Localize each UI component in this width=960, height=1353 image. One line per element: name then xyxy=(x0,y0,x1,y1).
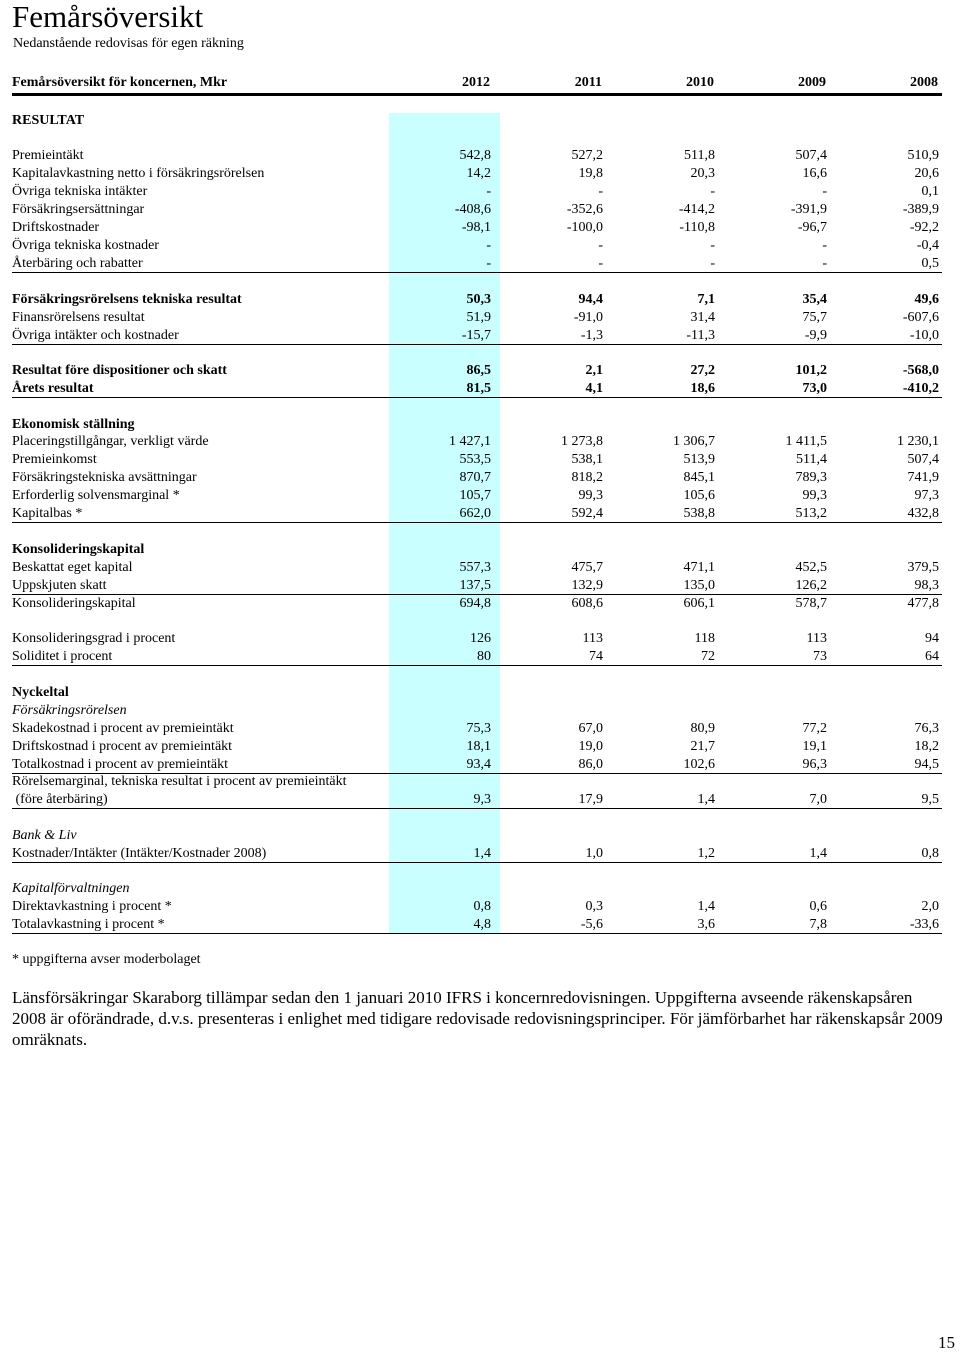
row-value-2010: 1,4 xyxy=(697,792,715,807)
row-value-2011: -1,3 xyxy=(580,328,603,343)
row-value-2010: 471,1 xyxy=(683,560,715,575)
row-value-2008: -10,0 xyxy=(909,328,939,343)
row-value-2009: 77,2 xyxy=(802,721,827,736)
row-value-2008: -33,6 xyxy=(909,917,939,932)
row-label: Återbäring och rabatter xyxy=(12,256,143,271)
row-value-2012: 1 427,1 xyxy=(449,434,491,449)
row-value-2010: 118 xyxy=(694,631,715,646)
year-2008: 2008 xyxy=(910,75,938,90)
row-value-2008: 98,3 xyxy=(914,578,939,593)
row-value-2012: 105,7 xyxy=(459,488,491,503)
row-value-2012: - xyxy=(486,238,491,253)
table-row xyxy=(12,845,952,863)
row-value-2009: 507,4 xyxy=(795,148,827,163)
row-label: Kostnader/Intäkter (Intäkter/Kostnader 2008) xyxy=(12,846,267,861)
row-value-2008: -410,2 xyxy=(902,381,939,396)
year-2009: 2009 xyxy=(798,75,826,90)
table-row xyxy=(12,738,952,756)
row-value-2012: 93,4 xyxy=(466,757,491,772)
page-title: Femårsöversikt xyxy=(12,0,204,34)
row-label: Kapitalavkastning netto i försäkringsrörelsen xyxy=(12,166,265,181)
table-row xyxy=(12,595,952,613)
row-value-2012: 9,3 xyxy=(473,792,491,807)
row-value-2012: 0,8 xyxy=(473,899,491,914)
table-row xyxy=(12,433,952,451)
row-value-2010: 845,1 xyxy=(683,470,715,485)
row-value-2012: 553,5 xyxy=(459,452,491,467)
table-row xyxy=(12,183,952,201)
row-value-2008: 0,8 xyxy=(921,846,939,861)
row-value-2011: 113 xyxy=(582,631,603,646)
row-value-2010: 3,6 xyxy=(697,917,715,932)
row-value-2008: 0,1 xyxy=(921,184,939,199)
row-value-2011: 74 xyxy=(589,649,603,664)
table-row xyxy=(12,309,952,327)
row-value-2012: 870,7 xyxy=(459,470,491,485)
row-label: (före återbäring) xyxy=(12,792,108,807)
row-value-2010: 1 306,7 xyxy=(673,434,715,449)
row-underline xyxy=(12,808,942,809)
row-value-2012: 86,5 xyxy=(466,363,491,378)
year-2011: 2011 xyxy=(574,75,602,90)
row-value-2010: 80,9 xyxy=(690,721,715,736)
row-label: Kapitalförvaltningen xyxy=(12,881,130,896)
row-value-2012: - xyxy=(486,184,491,199)
table-header-label: Femårsöversikt för koncernen, Mkr xyxy=(12,75,228,90)
row-value-2011: 538,1 xyxy=(571,452,603,467)
table-row xyxy=(12,112,952,130)
row-value-2011: 17,9 xyxy=(578,792,603,807)
row-label: Försäkringstekniska avsättningar xyxy=(12,470,197,485)
row-value-2010: 135,0 xyxy=(683,578,715,593)
row-value-2009: 7,8 xyxy=(809,917,827,932)
page-subtitle: Nedanstående redovisas för egen räkning xyxy=(13,36,244,51)
row-value-2009: -96,7 xyxy=(797,220,827,235)
row-label: Övriga intäkter och kostnader xyxy=(12,328,179,343)
row-underline xyxy=(12,522,942,523)
row-label: Premieintäkt xyxy=(12,148,84,163)
row-label: Bank & Liv xyxy=(12,828,77,843)
table-row xyxy=(12,255,952,273)
row-label: Finansrörelsens resultat xyxy=(12,310,145,325)
row-label: Resultat före dispositioner och skatt xyxy=(12,363,227,378)
row-value-2009: 96,3 xyxy=(802,757,827,772)
table-row xyxy=(12,416,952,434)
header-rule xyxy=(12,93,942,96)
year-2012: 2012 xyxy=(462,75,490,90)
table-row xyxy=(12,684,952,702)
table-row xyxy=(12,291,952,309)
row-value-2009: -9,9 xyxy=(804,328,827,343)
row-label: Konsolideringskapital xyxy=(12,542,145,557)
table-row xyxy=(12,880,952,898)
row-value-2012: -408,6 xyxy=(454,202,491,217)
row-value-2012: -98,1 xyxy=(461,220,491,235)
row-value-2009: 75,7 xyxy=(802,310,827,325)
year-2010: 2010 xyxy=(686,75,714,90)
row-value-2008: -607,6 xyxy=(902,310,939,325)
table-row xyxy=(12,773,952,791)
row-value-2010: 1,2 xyxy=(697,846,715,861)
row-value-2008: 64 xyxy=(925,649,939,664)
row-value-2009: 73,0 xyxy=(802,381,827,396)
row-underline xyxy=(12,272,942,273)
table-header xyxy=(12,74,952,92)
footnote: * uppgifterna avser moderbolaget xyxy=(12,952,201,967)
table-row xyxy=(12,916,952,934)
row-value-2011: 1,0 xyxy=(585,846,603,861)
row-value-2009: 35,4 xyxy=(802,292,827,307)
row-label: Uppskjuten skatt xyxy=(12,578,107,593)
row-value-2012: 126 xyxy=(470,631,491,646)
row-value-2009: 1,4 xyxy=(809,846,827,861)
row-value-2010: 18,6 xyxy=(690,381,715,396)
row-value-2011: - xyxy=(598,256,603,271)
row-value-2009: 0,6 xyxy=(809,899,827,914)
row-value-2010: 511,8 xyxy=(684,148,715,163)
row-value-2011: 4,1 xyxy=(585,381,603,396)
row-value-2010: 513,9 xyxy=(683,452,715,467)
row-value-2012: 542,8 xyxy=(459,148,491,163)
row-value-2011: -352,6 xyxy=(566,202,603,217)
row-value-2010: - xyxy=(710,238,715,253)
row-value-2011: 1 273,8 xyxy=(561,434,603,449)
row-value-2011: -100,0 xyxy=(566,220,603,235)
row-underline xyxy=(12,344,942,345)
table-row xyxy=(12,630,952,648)
row-label: Årets resultat xyxy=(12,381,94,396)
row-value-2009: - xyxy=(822,238,827,253)
row-value-2009: - xyxy=(822,184,827,199)
row-value-2009: 126,2 xyxy=(795,578,827,593)
table-row xyxy=(12,756,952,774)
row-value-2010: 20,3 xyxy=(690,166,715,181)
row-label: Driftskostnad i procent av premieintäkt xyxy=(12,739,233,754)
table-row xyxy=(12,147,952,165)
table-row xyxy=(12,327,952,345)
row-value-2011: 94,4 xyxy=(578,292,603,307)
row-label: Ekonomisk ställning xyxy=(12,417,135,432)
row-underline xyxy=(12,862,942,863)
row-value-2010: -110,8 xyxy=(679,220,715,235)
row-value-2008: 1 230,1 xyxy=(897,434,939,449)
row-value-2010: 21,7 xyxy=(690,739,715,754)
row-label: Soliditet i procent xyxy=(12,649,113,664)
row-value-2010: 102,6 xyxy=(683,757,715,772)
row-value-2008: 20,6 xyxy=(914,166,939,181)
table-row xyxy=(12,541,952,559)
row-value-2012: -15,7 xyxy=(461,328,491,343)
row-value-2011: -5,6 xyxy=(580,917,603,932)
row-value-2012: 4,8 xyxy=(473,917,491,932)
row-value-2012: 137,5 xyxy=(459,578,491,593)
row-value-2012: 51,9 xyxy=(466,310,491,325)
row-value-2008: 49,6 xyxy=(914,292,939,307)
row-underline xyxy=(12,397,942,398)
row-value-2009: 16,6 xyxy=(802,166,827,181)
row-label: Konsolideringskapital xyxy=(12,596,136,611)
row-value-2009: 99,3 xyxy=(802,488,827,503)
row-value-2011: 132,9 xyxy=(571,578,603,593)
row-value-2008: 379,5 xyxy=(907,560,939,575)
row-value-2012: 557,3 xyxy=(459,560,491,575)
row-value-2008: -389,9 xyxy=(902,202,939,217)
row-label: Premieinkomst xyxy=(12,452,97,467)
row-value-2012: 694,8 xyxy=(459,596,491,611)
row-value-2010: 1,4 xyxy=(697,899,715,914)
row-value-2008: 2,0 xyxy=(921,899,939,914)
row-label: Beskattat eget kapital xyxy=(12,560,133,575)
row-label: Övriga tekniska intäkter xyxy=(12,184,148,199)
row-value-2008: -92,2 xyxy=(909,220,939,235)
row-label: Totalkostnad i procent av premieintäkt xyxy=(12,757,228,772)
row-value-2009: 511,4 xyxy=(796,452,827,467)
row-label: Kapitalbas * xyxy=(12,506,83,521)
row-value-2009: 513,2 xyxy=(795,506,827,521)
row-label: Driftskostnader xyxy=(12,220,100,235)
row-value-2011: - xyxy=(598,238,603,253)
table-row xyxy=(12,237,952,255)
row-value-2012: 75,3 xyxy=(466,721,491,736)
table-row xyxy=(12,487,952,505)
row-value-2010: -414,2 xyxy=(678,202,715,217)
row-value-2008: 477,8 xyxy=(907,596,939,611)
row-value-2012: 81,5 xyxy=(466,381,491,396)
row-value-2009: - xyxy=(822,256,827,271)
row-value-2011: 19,0 xyxy=(578,739,603,754)
row-value-2010: 31,4 xyxy=(690,310,715,325)
row-value-2012: 662,0 xyxy=(459,506,491,521)
table-row xyxy=(12,165,952,183)
row-value-2011: 527,2 xyxy=(571,148,603,163)
row-value-2008: 510,9 xyxy=(907,148,939,163)
row-underline xyxy=(12,933,942,934)
row-value-2011: 2,1 xyxy=(585,363,603,378)
row-value-2009: 452,5 xyxy=(795,560,827,575)
table-row xyxy=(12,577,952,595)
table-row xyxy=(12,898,952,916)
row-underline xyxy=(12,665,942,666)
row-value-2011: 67,0 xyxy=(578,721,603,736)
row-label: Skadekostnad i procent av premieintäkt xyxy=(12,721,234,736)
table-row xyxy=(12,362,952,380)
row-value-2011: 86,0 xyxy=(578,757,603,772)
table-row xyxy=(12,219,952,237)
row-label: Försäkringsersättningar xyxy=(12,202,145,217)
row-label: Erforderlig solvensmarginal * xyxy=(12,488,180,503)
row-value-2009: 113 xyxy=(806,631,827,646)
row-value-2010: - xyxy=(710,184,715,199)
row-value-2010: - xyxy=(710,256,715,271)
table-row xyxy=(12,451,952,469)
table-row xyxy=(12,469,952,487)
table-row xyxy=(12,380,952,398)
row-value-2008: 18,2 xyxy=(914,739,939,754)
row-value-2012: 80 xyxy=(477,649,491,664)
table-row xyxy=(12,827,952,845)
row-label: RESULTAT xyxy=(12,113,85,128)
row-value-2010: 538,8 xyxy=(683,506,715,521)
table-row xyxy=(12,702,952,720)
row-value-2011: 475,7 xyxy=(571,560,603,575)
row-value-2009: 19,1 xyxy=(802,739,827,754)
row-value-2012: 18,1 xyxy=(466,739,491,754)
row-value-2008: 432,8 xyxy=(907,506,939,521)
row-label: Totalavkastning i procent * xyxy=(12,917,165,932)
row-value-2011: 608,6 xyxy=(571,596,603,611)
row-value-2009: 578,7 xyxy=(795,596,827,611)
row-value-2011: 818,2 xyxy=(571,470,603,485)
row-value-2012: 14,2 xyxy=(466,166,491,181)
row-label: Försäkringsrörelsens tekniska resultat xyxy=(12,292,242,307)
table-row xyxy=(12,505,952,523)
row-value-2008: 94 xyxy=(925,631,939,646)
row-value-2008: 9,5 xyxy=(921,792,939,807)
row-value-2009: 73 xyxy=(813,649,827,664)
table-row xyxy=(12,720,952,738)
row-value-2009: -391,9 xyxy=(790,202,827,217)
table-row xyxy=(12,201,952,219)
row-value-2008: -0,4 xyxy=(916,238,939,253)
row-value-2008: 741,9 xyxy=(907,470,939,485)
row-label: Rörelsemarginal, tekniska resultat i procent av premieintäkt xyxy=(12,774,347,789)
page-number: 15 xyxy=(938,1333,955,1352)
row-value-2008: 76,3 xyxy=(914,721,939,736)
row-label: Nyckeltal xyxy=(12,685,69,700)
row-value-2008: 94,5 xyxy=(914,757,939,772)
row-value-2012: 50,3 xyxy=(466,292,491,307)
row-value-2009: 7,0 xyxy=(809,792,827,807)
row-value-2012: 1,4 xyxy=(473,846,491,861)
row-value-2010: 7,1 xyxy=(697,292,715,307)
row-value-2010: 27,2 xyxy=(690,363,715,378)
row-value-2011: 99,3 xyxy=(578,488,603,503)
row-value-2008: 507,4 xyxy=(907,452,939,467)
table-row xyxy=(12,559,952,577)
row-value-2008: -568,0 xyxy=(902,363,939,378)
row-value-2009: 101,2 xyxy=(795,363,827,378)
row-value-2008: 0,5 xyxy=(921,256,939,271)
row-value-2011: -91,0 xyxy=(573,310,603,325)
row-value-2011: 592,4 xyxy=(571,506,603,521)
table-row xyxy=(12,648,952,666)
row-value-2008: 97,3 xyxy=(914,488,939,503)
row-value-2012: - xyxy=(486,256,491,271)
row-value-2010: 606,1 xyxy=(683,596,715,611)
row-value-2010: 105,6 xyxy=(683,488,715,503)
row-value-2009: 1 411,5 xyxy=(785,434,827,449)
row-value-2010: 72 xyxy=(701,649,715,664)
row-label: Övriga tekniska kostnader xyxy=(12,238,159,253)
row-value-2011: 19,8 xyxy=(578,166,603,181)
row-value-2011: - xyxy=(598,184,603,199)
row-label: Konsolideringsgrad i procent xyxy=(12,631,176,646)
table-row xyxy=(12,791,952,809)
row-value-2011: 0,3 xyxy=(585,899,603,914)
ifrs-note: Länsförsäkringar Skaraborg tillämpar sedan den 1 januari 2010 IFRS i koncernredovisningen. Uppgifterna avseende räkenskapsåren 2008 är oförändrade, d.v.s. presenteras i enlighet med tidigare redovisade redovisningsprinciper. För jämförbarhet har räkenskapsår 2009 omräknats. xyxy=(12,988,943,1049)
row-value-2010: -11,3 xyxy=(686,328,715,343)
row-label: Försäkringsrörelsen xyxy=(12,703,127,718)
row-value-2009: 789,3 xyxy=(795,470,827,485)
row-label: Direktavkastning i procent * xyxy=(12,899,172,914)
row-label: Placeringstillgångar, verkligt värde xyxy=(12,434,209,449)
